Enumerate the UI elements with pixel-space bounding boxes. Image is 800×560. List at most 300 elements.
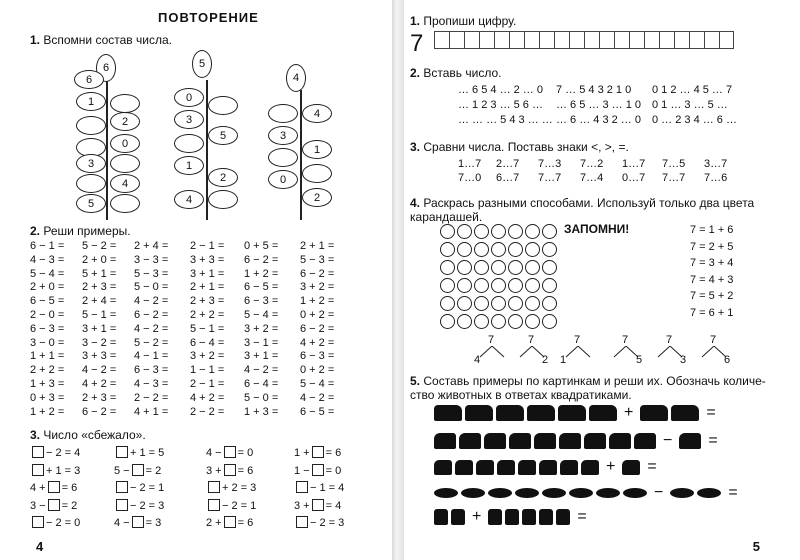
coloring-circle[interactable] xyxy=(474,296,489,311)
writing-cell[interactable] xyxy=(674,31,689,49)
left-page xyxy=(0,0,392,560)
missing-number-example: 4 − = 3 xyxy=(114,517,162,529)
pig-icon xyxy=(434,488,458,498)
tree-top: 7 xyxy=(622,334,629,346)
answer-box[interactable] xyxy=(32,446,44,458)
coloring-circle[interactable] xyxy=(440,224,455,239)
example: 3 + 3 = xyxy=(190,253,225,266)
flower-6: 6 6 1 2 0 3 4 5 xyxy=(64,50,164,220)
cat-icon xyxy=(434,509,448,525)
answer-box[interactable] xyxy=(32,516,44,528)
pig-icon xyxy=(569,488,593,498)
flower-top-number: 4 xyxy=(286,64,306,92)
cow-icon xyxy=(558,405,586,421)
coloring-circle[interactable] xyxy=(508,278,523,293)
writing-cell[interactable] xyxy=(584,31,599,49)
number-sequence: … 6 5 4 … 2 … 0 xyxy=(458,84,543,96)
pig-icon xyxy=(697,488,721,498)
missing-number-example: + 1 = 5 xyxy=(114,446,164,459)
example: 5 + 1 = xyxy=(82,267,117,280)
writing-cell[interactable] xyxy=(719,31,734,49)
donkey-icon xyxy=(518,460,536,475)
coloring-circle[interactable] xyxy=(491,242,506,257)
example: 1 + 2 = xyxy=(30,405,65,418)
task-1-heading: 1. Вспомни состав числа. xyxy=(30,33,172,47)
number-sequence: … … … 5 4 3 … … xyxy=(458,114,553,126)
answer-box[interactable] xyxy=(208,481,220,493)
coloring-circle[interactable] xyxy=(525,260,540,275)
coloring-circle[interactable] xyxy=(440,296,455,311)
donkey-icon xyxy=(581,460,599,475)
task-3-heading: 3. Число «сбежало». xyxy=(30,428,146,442)
coloring-circle[interactable] xyxy=(508,260,523,275)
example: 1 + 2 = xyxy=(300,295,335,308)
writing-cell[interactable] xyxy=(644,31,659,49)
number-sequence: … 6 … 4 3 2 … 0 xyxy=(556,114,641,126)
example: 5 − 4 = xyxy=(30,267,65,280)
donkey-icon xyxy=(455,460,473,475)
coloring-circle[interactable] xyxy=(440,260,455,275)
coloring-circle[interactable] xyxy=(440,278,455,293)
answer-box[interactable] xyxy=(312,499,324,511)
example: 2 + 2 = xyxy=(30,364,65,377)
example: 6 − 5 = xyxy=(244,281,279,294)
coloring-circle[interactable] xyxy=(440,314,455,329)
answer-box[interactable] xyxy=(224,516,236,528)
coloring-circle[interactable] xyxy=(457,242,472,257)
example: 3 + 1 = xyxy=(82,322,117,335)
equation: 7 = 5 + 2 xyxy=(690,290,734,302)
task-1-heading: 1. Пропиши цифру. xyxy=(410,14,517,28)
coloring-circle[interactable] xyxy=(542,242,557,257)
pig-icon xyxy=(596,488,620,498)
answer-box[interactable] xyxy=(224,464,236,476)
equation: 7 = 4 + 3 xyxy=(690,273,734,286)
donkey-icon xyxy=(434,460,452,475)
example: 4 + 2 = xyxy=(190,391,225,404)
missing-number-example: − 2 = 4 xyxy=(30,446,80,459)
example: 4 − 3 = xyxy=(30,253,65,266)
composition-of-7 xyxy=(690,222,733,321)
equals-sign: = xyxy=(728,484,738,501)
example: 2 − 1 = xyxy=(190,378,225,390)
plus-sign: + xyxy=(606,458,616,475)
missing-number-example: 5 − = 2 xyxy=(114,464,162,477)
example: 5 − 0 = xyxy=(134,281,169,294)
writing-cell[interactable] xyxy=(599,31,614,49)
example: 4 − 3 = xyxy=(134,378,169,390)
writing-cell[interactable] xyxy=(659,31,674,49)
example: 4 − 2 = xyxy=(134,295,169,308)
example: 4 + 2 = xyxy=(82,378,117,390)
example: 5 − 3 = xyxy=(300,253,335,266)
coloring-circle[interactable] xyxy=(525,314,540,329)
tree-top: 7 xyxy=(488,334,495,346)
tree-left: 1 xyxy=(560,354,567,366)
example: 6 − 1 = xyxy=(30,240,65,252)
missing-number-example: + 1 = 3 xyxy=(30,464,80,477)
example: 3 + 1 = xyxy=(190,267,225,280)
coloring-circle[interactable] xyxy=(491,260,506,275)
example: 2 + 3 = xyxy=(82,281,117,294)
pig-icon xyxy=(542,488,566,498)
flower-4: 4 4 3 1 0 2 xyxy=(262,60,342,220)
coloring-circle[interactable] xyxy=(474,278,489,293)
example: 1 − 1 = xyxy=(190,364,225,377)
missing-number-example: 2 + = 6 xyxy=(206,517,254,529)
cow-icon xyxy=(465,405,493,421)
horse-icon xyxy=(434,433,456,449)
remember-label: ЗАПОМНИ! xyxy=(564,222,630,236)
equation: 7 = 2 + 5 xyxy=(690,240,734,253)
coloring-circle[interactable] xyxy=(542,224,557,239)
flower-top-number: 5 xyxy=(192,50,212,78)
example: 0 + 3 = xyxy=(30,391,65,404)
task-2-heading: 2. Реши примеры. xyxy=(30,224,131,238)
number-sequence: … 1 2 3 … 5 6 … xyxy=(458,99,543,111)
horse-icon xyxy=(609,433,631,449)
example: 5 − 1 = xyxy=(82,309,117,321)
plus-sign: + xyxy=(472,508,482,525)
example: 1 + 2 = xyxy=(244,267,279,280)
horse-icon xyxy=(634,433,656,449)
number-sequence: 0 1 2 … 4 5 … 7 xyxy=(652,84,733,96)
coloring-circle[interactable] xyxy=(508,314,523,329)
tree-right: 5 xyxy=(636,354,643,366)
tree-top: 7 xyxy=(710,334,717,346)
example: 2 + 1 = xyxy=(190,281,225,294)
example: 2 + 1 = xyxy=(300,240,335,252)
example: 6 − 2 = xyxy=(244,253,279,266)
example: 4 + 1 = xyxy=(134,405,169,418)
sample-digit: 7 xyxy=(410,30,424,57)
task-4-heading: 4. Раскрась разными способами. Используй только два цвета карандашей. xyxy=(410,196,755,224)
equals-sign: = xyxy=(706,404,716,421)
comparison: 7…7 xyxy=(538,172,562,184)
cow-icon xyxy=(589,405,617,421)
page-number: 4 xyxy=(36,539,44,554)
task-2-heading: 2. Вставь число. xyxy=(410,66,502,80)
animal-row-donkeys xyxy=(434,458,661,476)
writing-cell[interactable] xyxy=(569,31,584,49)
cat-icon xyxy=(556,509,570,525)
number-sequence: 7 … 5 4 3 2 1 0 xyxy=(556,84,632,96)
coloring-circle[interactable] xyxy=(508,242,523,257)
answer-box[interactable] xyxy=(48,481,60,493)
tree-right: 2 xyxy=(542,354,549,366)
donkey-icon xyxy=(539,460,557,475)
example: 1 + 1 = xyxy=(30,350,65,363)
coloring-circle[interactable] xyxy=(474,242,489,257)
cow-icon xyxy=(671,405,699,421)
coloring-circles[interactable] xyxy=(440,224,557,329)
tree-branches xyxy=(564,346,592,358)
writing-cell[interactable] xyxy=(629,31,644,49)
page-title: ПОВТОРЕНИЕ xyxy=(158,10,259,25)
coloring-circle[interactable] xyxy=(457,278,472,293)
missing-number-example: − 2 = 3 xyxy=(114,499,164,512)
example: 3 + 2 = xyxy=(300,281,335,294)
cow-icon xyxy=(640,405,668,421)
example: 6 − 4 = xyxy=(244,378,279,390)
answer-box[interactable] xyxy=(296,481,308,493)
answer-box[interactable] xyxy=(48,499,60,511)
cow-icon xyxy=(496,405,524,421)
donkey-icon xyxy=(560,460,578,475)
writing-cell[interactable] xyxy=(689,31,704,49)
example: 3 − 3 = xyxy=(134,253,169,266)
example: 6 − 3 = xyxy=(300,350,335,363)
coloring-circle[interactable] xyxy=(457,314,472,329)
cat-icon xyxy=(488,509,502,525)
coloring-circle[interactable] xyxy=(474,224,489,239)
answer-box[interactable] xyxy=(312,464,324,476)
cow-icon xyxy=(434,405,462,421)
tree-right: 6 xyxy=(724,354,731,366)
comparison: 7…3 xyxy=(538,158,562,170)
example: 6 − 3 = xyxy=(134,364,169,377)
tree-branches xyxy=(478,346,506,358)
cat-icon xyxy=(505,509,519,525)
answer-box[interactable] xyxy=(116,499,128,511)
example: 3 − 1 = xyxy=(244,336,279,349)
example: 6 − 5 = xyxy=(30,295,65,308)
example: 2 + 0 = xyxy=(30,281,65,294)
coloring-circle[interactable] xyxy=(542,296,557,311)
missing-number-example: 1 + = 6 xyxy=(294,447,342,459)
example: 3 + 2 = xyxy=(190,350,225,363)
answer-box[interactable] xyxy=(132,516,144,528)
horse-icon xyxy=(584,433,606,449)
comparison: 1…7 xyxy=(622,158,646,170)
comparison: 7…2 xyxy=(580,158,604,170)
flower-top-number: 6 xyxy=(96,54,116,82)
horse-icon xyxy=(484,433,506,449)
animal-row-horses xyxy=(434,432,722,450)
missing-number-example: − 2 = 0 xyxy=(30,516,80,529)
horse-icon xyxy=(459,433,481,449)
coloring-circle[interactable] xyxy=(491,314,506,329)
equation: 7 = 1 + 6 xyxy=(690,224,734,236)
example: 5 − 1 = xyxy=(190,322,225,335)
coloring-circle[interactable] xyxy=(474,314,489,329)
coloring-circle[interactable] xyxy=(525,224,540,239)
example: 4 + 2 = xyxy=(300,336,335,349)
book-gutter xyxy=(392,0,404,560)
comparison: 2…7 xyxy=(496,158,520,170)
coloring-circle[interactable] xyxy=(542,314,557,329)
example: 2 − 2 = xyxy=(134,391,169,404)
example: 3 + 2 = xyxy=(244,322,279,335)
example: 2 + 0 = xyxy=(82,253,117,266)
comparison: 0…7 xyxy=(622,172,646,184)
example: 6 − 3 = xyxy=(30,322,65,335)
coloring-circle[interactable] xyxy=(457,260,472,275)
writing-cell[interactable] xyxy=(509,31,524,49)
coloring-circle[interactable] xyxy=(440,242,455,257)
example: 3 + 3 = xyxy=(82,350,117,363)
example: 5 − 4 = xyxy=(300,378,335,390)
coloring-circle[interactable] xyxy=(508,224,523,239)
writing-cell[interactable] xyxy=(494,31,509,49)
writing-cell[interactable] xyxy=(464,31,479,49)
animal-row-pigs xyxy=(434,484,742,502)
missing-number-example: 3 − = 2 xyxy=(30,499,78,512)
cat-icon xyxy=(522,509,536,525)
cow-icon xyxy=(527,405,555,421)
missing-number-example: 3 + = 4 xyxy=(294,499,342,512)
missing-number-example: 1 − = 0 xyxy=(294,464,342,477)
answer-box[interactable] xyxy=(32,464,44,476)
equals-sign: = xyxy=(647,458,657,475)
donkey-icon xyxy=(476,460,494,475)
pig-icon xyxy=(488,488,512,498)
example: 4 − 2 = xyxy=(300,391,335,404)
writing-cell[interactable] xyxy=(614,31,629,49)
missing-number-example: 3 + = 6 xyxy=(206,464,254,477)
minus-sign: − xyxy=(654,484,664,501)
coloring-circle[interactable] xyxy=(457,296,472,311)
comparison: 1…7 xyxy=(458,158,482,170)
example: 1 + 3 = xyxy=(30,378,65,390)
comparison: 7…6 xyxy=(704,172,728,184)
example: 6 − 4 = xyxy=(190,336,225,349)
right-page xyxy=(404,0,800,560)
example: 5 − 2 = xyxy=(134,336,169,349)
comparison: 6…7 xyxy=(496,172,520,184)
coloring-circle[interactable] xyxy=(525,296,540,311)
pig-icon xyxy=(623,488,647,498)
missing-number-example: − 2 = 3 xyxy=(294,516,344,529)
writing-cell[interactable] xyxy=(479,31,494,49)
plus-sign: + xyxy=(624,404,634,421)
answer-box[interactable] xyxy=(208,499,220,511)
coloring-circle[interactable] xyxy=(457,224,472,239)
example: 6 − 3 = xyxy=(244,295,279,308)
missing-number-example: 4 − = 0 xyxy=(206,447,254,459)
horse-icon xyxy=(509,433,531,449)
coloring-circle[interactable] xyxy=(491,278,506,293)
writing-cell[interactable] xyxy=(524,31,539,49)
example: 2 + 2 = xyxy=(190,309,225,321)
example: 2 + 3 = xyxy=(190,295,225,308)
tree-top: 7 xyxy=(528,334,535,346)
minus-sign: − xyxy=(663,432,673,449)
comparison: 7…5 xyxy=(662,158,686,170)
example: 4 − 2 = xyxy=(244,364,279,377)
tree-top: 7 xyxy=(666,334,673,346)
page-number: 5 xyxy=(752,539,760,554)
task-3-heading: 3. Сравни числа. Поставь знаки <, >, =. xyxy=(410,140,629,154)
example: 2 − 0 = xyxy=(30,309,65,321)
answer-box[interactable] xyxy=(116,481,128,493)
number-sequence: 0 … 2 3 4 … 6 … xyxy=(652,114,737,126)
horse-icon xyxy=(679,433,701,449)
number-sequence: … 6 5 … 3 … 1 0 xyxy=(556,99,641,111)
example: 0 + 5 = xyxy=(244,240,279,252)
comparison: 7…0 xyxy=(458,172,482,184)
missing-number-example: − 2 = 1 xyxy=(114,481,164,494)
example: 6 − 2 = xyxy=(300,267,335,280)
coloring-circle[interactable] xyxy=(542,278,557,293)
equals-sign: = xyxy=(708,432,718,449)
task-5-heading: 5. Составь примеры по картинкам и реши их. Обозначь количе- ство животных в ответах квадратиками. xyxy=(410,374,766,402)
cat-icon xyxy=(451,509,465,525)
example: 3 + 1 = xyxy=(244,350,279,363)
comparison: 7…4 xyxy=(580,172,604,184)
coloring-circle[interactable] xyxy=(525,278,540,293)
writing-cells xyxy=(434,31,734,49)
example: 4 − 2 = xyxy=(82,364,117,377)
answer-box[interactable] xyxy=(296,516,308,528)
example: 3 − 0 = xyxy=(30,336,65,349)
animal-row-cats xyxy=(434,508,591,526)
writing-cell[interactable] xyxy=(434,31,449,49)
pig-icon xyxy=(670,488,694,498)
example: 6 − 2 = xyxy=(134,309,169,321)
writing-cell[interactable] xyxy=(704,31,719,49)
missing-number-example: − 2 = 1 xyxy=(206,499,256,512)
missing-number-example: − 1 = 4 xyxy=(294,481,344,494)
example: 2 − 2 = xyxy=(190,405,225,418)
horse-icon xyxy=(534,433,556,449)
example: 0 + 2 = xyxy=(300,309,335,321)
coloring-circle[interactable] xyxy=(491,224,506,239)
coloring-circle[interactable] xyxy=(474,260,489,275)
tree-top: 7 xyxy=(574,334,581,346)
answer-box[interactable] xyxy=(132,464,144,476)
comparison: 3…7 xyxy=(704,158,728,170)
example: 4 − 1 = xyxy=(134,350,169,363)
missing-number-example: + 2 = 3 xyxy=(206,481,256,494)
comparison: 7…7 xyxy=(662,172,686,184)
answer-box[interactable] xyxy=(224,446,236,458)
flower-5: 5 0 3 5 1 2 4 xyxy=(168,50,248,220)
example: 0 + 2 = xyxy=(300,364,335,377)
coloring-circle[interactable] xyxy=(542,260,557,275)
example: 5 − 4 = xyxy=(244,309,279,321)
writing-cell[interactable] xyxy=(554,31,569,49)
animal-row-cows xyxy=(434,404,720,422)
example: 5 − 0 = xyxy=(244,391,279,404)
writing-cell[interactable] xyxy=(539,31,554,49)
example: 2 + 4 = xyxy=(82,295,117,308)
example: 6 − 2 = xyxy=(82,405,117,418)
writing-cell[interactable] xyxy=(449,31,464,49)
coloring-circle[interactable] xyxy=(525,242,540,257)
example: 5 − 3 = xyxy=(134,267,169,280)
tree-left: 4 xyxy=(474,354,481,366)
pig-icon xyxy=(461,488,485,498)
answer-box[interactable] xyxy=(116,446,128,458)
example: 6 − 2 = xyxy=(300,322,335,335)
coloring-circle[interactable] xyxy=(491,296,506,311)
pig-icon xyxy=(515,488,539,498)
example: 2 + 3 = xyxy=(82,391,117,404)
equation: 7 = 6 + 1 xyxy=(690,306,734,319)
answer-box[interactable] xyxy=(312,446,324,458)
cat-icon xyxy=(539,509,553,525)
horse-icon xyxy=(559,433,581,449)
coloring-circle[interactable] xyxy=(508,296,523,311)
example: 2 − 1 = xyxy=(190,240,225,252)
missing-number-example: 4 + = 6 xyxy=(30,482,78,494)
donkey-icon xyxy=(497,460,515,475)
example: 5 − 2 = xyxy=(82,240,117,252)
number-sequence: 0 1 … 3 … 5 … xyxy=(652,99,728,111)
example: 6 − 5 = xyxy=(300,405,335,418)
equation: 7 = 3 + 4 xyxy=(690,257,734,269)
